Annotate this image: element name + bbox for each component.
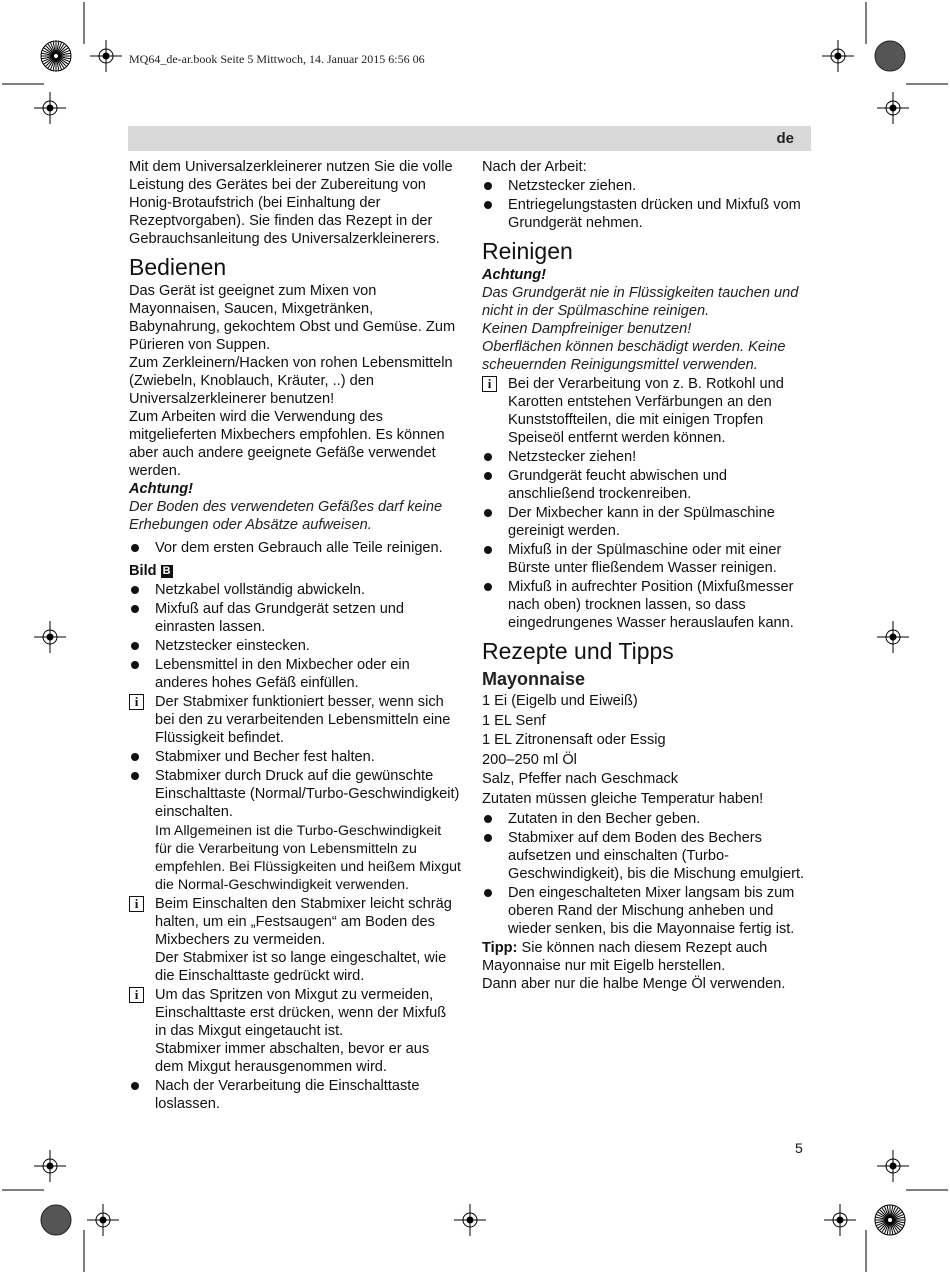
list-item: Mixfuß in der Spülmaschine oder mit einer Bürste unter fließendem Wasser reinigen.	[482, 541, 814, 577]
warning-text: Keinen Dampfreiniger benutzen!	[482, 321, 692, 337]
list-item: Vor dem ersten Gebrauch alle Teile reinigen.	[129, 539, 461, 557]
ingredient-line: 1 EL Senf	[482, 712, 546, 729]
heading-bedienen: Bedienen	[129, 254, 227, 280]
ingredient-line: 1 Ei (Eigelb und Eiweiß)	[482, 693, 638, 709]
section-bar	[128, 126, 811, 151]
info-icon: i	[129, 896, 144, 912]
list-item: Entriegelungstasten drücken und Mixfuß vom Grundgerät nehmen.	[482, 196, 814, 232]
info-note	[129, 986, 461, 1076]
para-usage: Das Gerät ist geeignet zum Mixen von Mayonnaisen, Saucen, Mixgetränken, Babynahrung, gekochtem Obst und Gemüse. Zum Pürieren von Suppen.	[129, 283, 456, 353]
figure-letter-badge: B	[162, 565, 171, 577]
warning-text: Das Grundgerät nie in Flüssigkeiten tauchen und nicht in der Spülmaschine reinigen.	[482, 285, 799, 319]
info-icon: i	[482, 376, 497, 392]
file-info: MQ64_de-ar.book Seite 5 Mittwoch, 14. Januar 2015 6:56 06	[129, 52, 425, 66]
tip-paragraph	[482, 939, 814, 975]
info-note	[129, 895, 461, 985]
info-subtext: Stabmixer immer abschalten, bevor er aus dem Mixgut herausgenommen wird.	[155, 1041, 430, 1075]
list-item: Stabmixer durch Druck auf die gewünschte Einschalttaste (Normal/Turbo-Geschwindigkeit) einschalten.	[129, 767, 461, 821]
info-text: Der Stabmixer funktioniert besser, wenn sich bei den zu verarbeitenden Lebensmitteln eine Flüssigkeit befindet.	[155, 694, 451, 746]
list-item: Stabmixer und Becher fest halten.	[129, 748, 461, 766]
info-text: Um das Spritzen von Mixgut zu vermeiden, Einschalttaste erst drücken, wenn der Mixfuß in das Mixgut eingetaucht ist.	[155, 987, 447, 1039]
steps-list-1	[129, 581, 461, 821]
first-use-list	[129, 539, 461, 557]
ingredient-line: Zutaten müssen gleiche Temperatur haben!	[482, 790, 764, 807]
list-item: Netzstecker einstecken.	[129, 637, 461, 655]
right-column	[482, 158, 814, 993]
info-subtext: Der Stabmixer ist so lange eingeschaltet, wie die Einschalttaste gedrückt wird.	[155, 950, 447, 984]
list-item: Netzkabel vollständig abwickeln.	[129, 581, 461, 599]
list-item: Grundgerät feucht abwischen und anschließend trockenreiben.	[482, 467, 814, 503]
ingredient-line: 1 EL Zitronensaft oder Essig	[482, 732, 666, 748]
turbo-note: Im Allgemeinen ist die Turbo-Geschwindigkeit für die Verarbeitung von Lebensmitteln zu empfehlen. Bei Flüssigkeiten und heißem Mixgut die Normal-Geschwindigkeit verwenden.	[155, 823, 461, 893]
after-work-list	[482, 177, 814, 232]
info-text: Bei der Verarbeitung von z. B. Rotkohl und Karotten entstehen Verfärbungen an den Kunststoffteilen, die mit einigen Tropfen Speiseöl entfernt werden können.	[508, 376, 784, 446]
warning-label: Achtung!	[482, 267, 547, 283]
info-note	[482, 375, 814, 447]
tip-text-2: Dann aber nur die halbe Menge Öl verwenden.	[482, 976, 786, 992]
ingredient-line: 200–250 ml Öl	[482, 751, 577, 768]
warning-text: Oberflächen können beschädigt werden. Keine scheuernden Reinigungsmittel verwenden.	[482, 339, 786, 373]
list-item: Mixfuß auf das Grundgerät setzen und einrasten lassen.	[129, 600, 461, 636]
language-tag: de	[776, 130, 794, 147]
page-number: 5	[795, 1140, 803, 1156]
tip-label: Tipp:	[482, 940, 518, 956]
figure-ref	[129, 562, 461, 580]
figure-label: Bild	[129, 563, 157, 579]
info-icon: i	[129, 694, 144, 710]
list-item: Lebensmittel in den Mixbecher oder ein anderes hohes Gefäß einfüllen.	[129, 656, 461, 692]
list-item: Mixfuß in aufrechter Position (Mixfußmesser nach oben) trocknen lassen, so dass eingedrungenes Wasser herauslaufen kann.	[482, 578, 814, 632]
ingredients	[482, 692, 814, 809]
left-column	[129, 158, 461, 1114]
info-text: Beim Einschalten den Stabmixer leicht schräg halten, um ein „Festsaugen“ am Boden des Mixbechers zu vermeiden.	[155, 896, 452, 948]
intro-paragraph: Mit dem Universalzerkleinerer nutzen Sie die volle Leistung des Gerätes bei der Zubereitung von Honig-Brotaufstrich (bei Einhaltung der Rezeptvorgaben). Sie finden das Rezept in der Gebrauchsanleitung des Universalzerkleinerers.	[129, 159, 453, 247]
heading-reinigen: Reinigen	[482, 238, 573, 264]
mayo-steps	[482, 810, 814, 938]
warning-label: Achtung!	[129, 481, 194, 497]
info-list	[129, 895, 461, 1113]
list-item: Stabmixer auf dem Boden des Bechers aufsetzen und einschalten (Turbo-Geschwindigkeit), bis die Mischung emulgiert.	[482, 829, 814, 883]
list-item: Der Mixbecher kann in der Spülmaschine gereinigt werden.	[482, 504, 814, 540]
after-work-label: Nach der Arbeit:	[482, 159, 587, 175]
tip-text: Sie können nach diesem Rezept auch Mayonnaise nur mit Eigelb herstellen.	[482, 940, 768, 974]
para-chopping: Zum Zerkleinern/Hacken von rohen Lebensmitteln (Zwiebeln, Knoblauch, Kräuter, ..) den Universalzerkleinerer benutzen!	[129, 355, 453, 407]
ingredient-line: Salz, Pfeffer nach Geschmack	[482, 771, 679, 787]
clean-list	[482, 375, 814, 632]
info-icon: i	[129, 987, 144, 1003]
list-item: Nach der Verarbeitung die Einschalttaste loslassen.	[129, 1077, 461, 1113]
heading-mayonnaise: Mayonnaise	[482, 669, 586, 689]
warning-text: Der Boden des verwendeten Gefäßes darf keine Erhebungen oder Absätze aufweisen.	[129, 499, 443, 533]
heading-recipes: Rezepte und Tipps	[482, 638, 674, 664]
list-item: Netzstecker ziehen.	[482, 177, 814, 195]
para-beaker: Zum Arbeiten wird die Verwendung des mitgelieferten Mixbechers empfohlen. Es können aber auch andere geeignete Gefäße verwendet werden.	[129, 409, 445, 479]
list-item: Den eingeschalteten Mixer langsam bis zum oberen Rand der Mischung anheben und wieder senken, bis die Mayonnaise fertig ist.	[482, 884, 814, 938]
list-item: Netzstecker ziehen!	[482, 448, 814, 466]
info-note	[129, 693, 461, 747]
list-item: Zutaten in den Becher geben.	[482, 810, 814, 828]
